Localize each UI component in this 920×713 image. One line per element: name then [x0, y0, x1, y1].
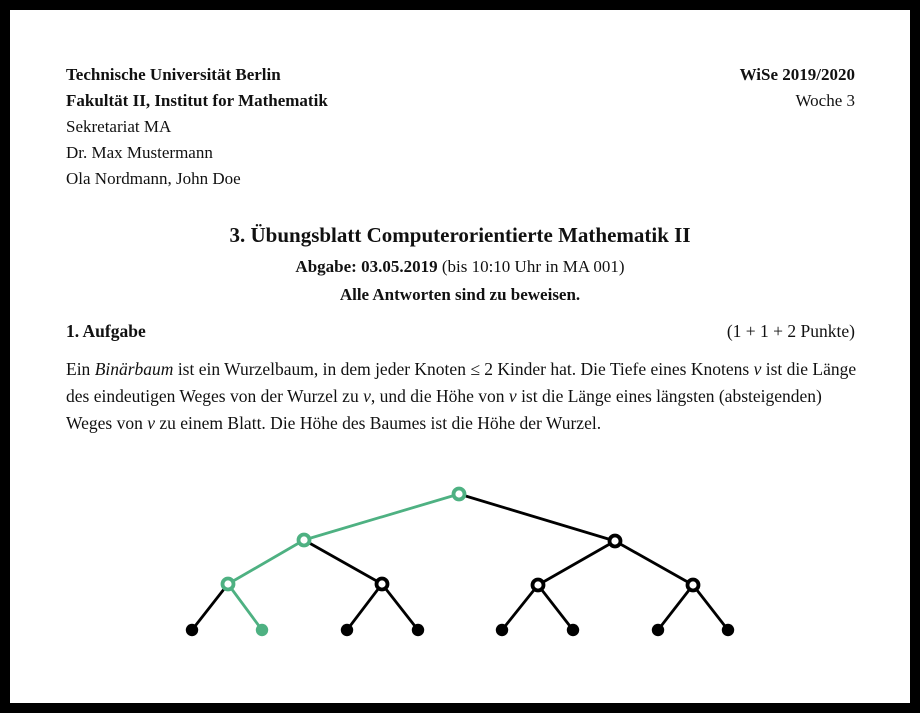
text-segment: ist die Länge eines längsten (absteigenden) Weges von — [66, 386, 822, 433]
tree-edge-l-ll — [228, 540, 304, 584]
tree-edge-ll-lll — [192, 584, 228, 630]
tree-edge-rl-rll — [502, 585, 538, 630]
tree-node-rll — [496, 624, 508, 636]
tree-node-llr — [256, 624, 268, 636]
tree-node-rrr — [722, 624, 734, 636]
term-binaerbaum: Binärbaum — [94, 359, 174, 379]
tree-edge-lr-lrl — [347, 584, 382, 630]
math-var-v: v — [753, 359, 762, 379]
header-term-block — [740, 62, 855, 114]
tree-node-l — [299, 535, 310, 546]
tree-edge-root-r — [459, 494, 615, 541]
tree-node-rl — [533, 580, 544, 591]
tree-edge-rr-rrr — [693, 585, 728, 630]
tree-node-root — [454, 489, 465, 500]
text-segment: ist die Länge des eindeutigen Weges von der Wurzel zu — [66, 359, 857, 406]
text-segment: Ein — [66, 359, 95, 379]
exercise-text — [66, 356, 861, 437]
math-var-v: v — [508, 386, 517, 406]
math-var-v: v — [147, 413, 155, 433]
math-var-v: v — [363, 386, 371, 406]
due-date-bold: Abgabe: 03.05.2019 — [295, 257, 438, 276]
week-line: Woche 3 — [795, 91, 855, 110]
text-segment: zu einem Blatt. Die Höhe des Baumes ist die Höhe der Wurzel. — [155, 413, 602, 433]
lecturer-line: Dr. Max Mustermann — [66, 143, 213, 162]
tree-node-lr — [377, 579, 388, 590]
tree-node-lrr — [412, 624, 424, 636]
binary-tree-figure — [170, 475, 750, 650]
exercise-points: (1 + 1 + 2 Punkte) — [726, 321, 855, 341]
tree-edge-rl-rlr — [538, 585, 573, 630]
tree-edge-ll-llr — [228, 584, 262, 630]
university-name: Technische Universität Berlin — [66, 65, 281, 84]
text-segment: , und die Höhe von — [370, 386, 509, 406]
semester-line: WiSe 2019/2020 — [739, 65, 855, 84]
tree-edge-r-rl — [538, 541, 615, 585]
tree-node-lrl — [341, 624, 353, 636]
header-address-block — [66, 62, 328, 192]
tree-node-r — [610, 536, 621, 547]
proof-note: Alle Antworten sind zu beweisen. — [339, 285, 581, 304]
tree-edge-r-rr — [615, 541, 693, 585]
tree-edge-rr-rrl — [658, 585, 693, 630]
faculty-name: Fakultät II, Institut for Mathematik — [66, 91, 328, 110]
tree-edge-lr-lrr — [382, 584, 418, 630]
tree-node-ll — [223, 579, 234, 590]
text-segment: ist ein Wurzelbaum, in dem jeder Knoten ≤ 2 Kinder hat. Die Tiefe eines Knotens — [173, 359, 754, 379]
assistants-line: Ola Nordmann, John Doe — [66, 169, 241, 188]
exercise-number-label: 1. Aufgabe — [66, 321, 146, 341]
tree-node-rlr — [567, 624, 579, 636]
exercise-heading-row — [66, 321, 855, 342]
tree-edge-root-l — [304, 494, 459, 540]
tree-node-rrl — [652, 624, 664, 636]
sheet-title: 3. Übungsblatt Computerorientierte Mathematik II — [229, 223, 691, 247]
due-date-line — [10, 257, 910, 277]
tree-node-rr — [688, 580, 699, 591]
due-date-details: (bis 10:10 Uhr in MA 001) — [437, 257, 625, 276]
tree-edge-l-lr — [304, 540, 382, 584]
secretariat-line: Sekretariat MA — [66, 117, 172, 136]
tree-node-lll — [186, 624, 198, 636]
